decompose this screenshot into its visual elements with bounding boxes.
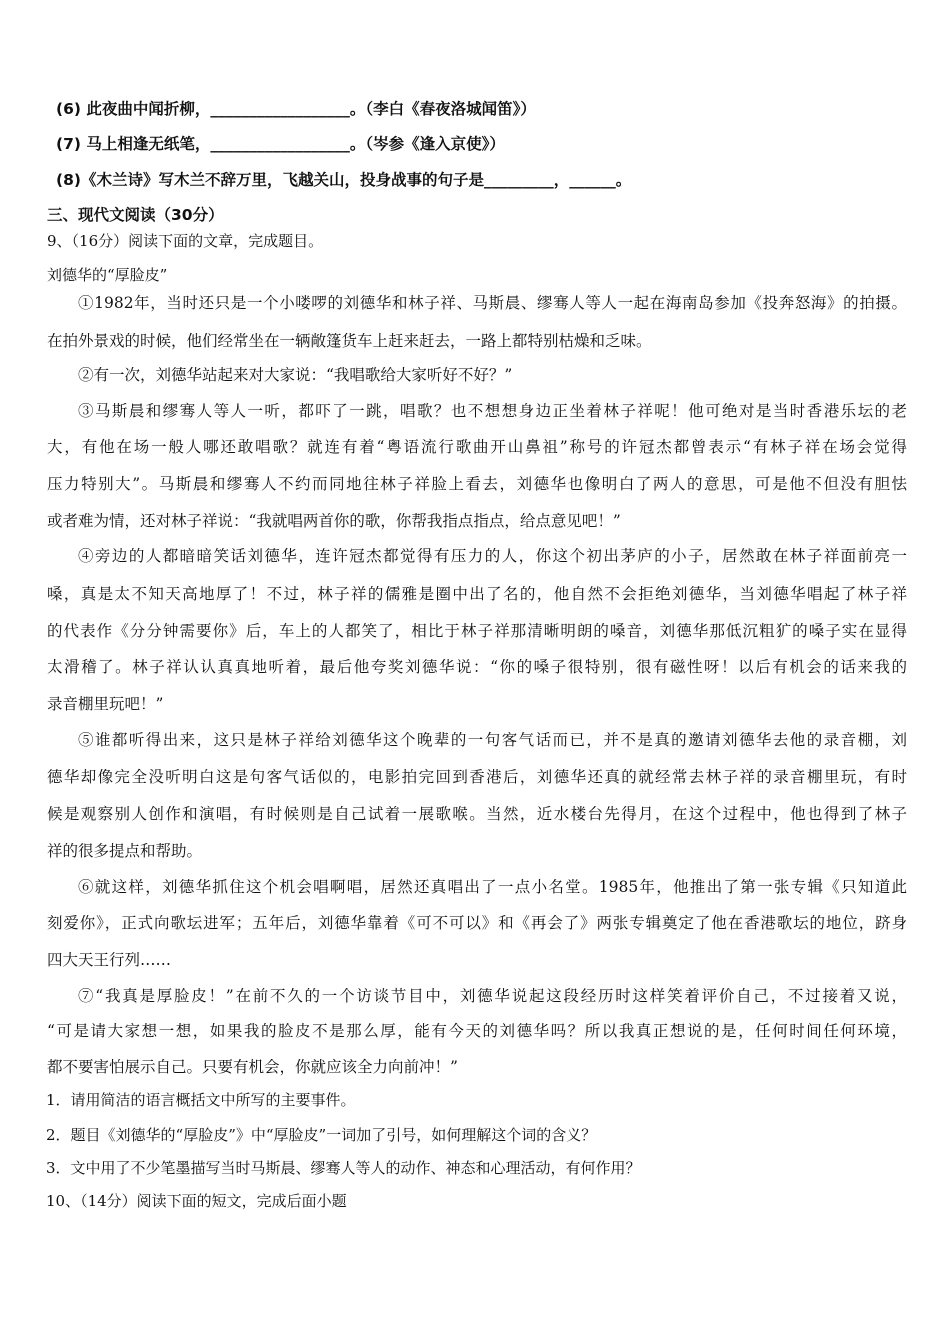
paragraph-line: “可是请大家想一想，如果我的脸皮不是那么厚，能有今天的刘德华吗？所以我真正想说的是，任何时间任何环境， [47, 1022, 907, 1040]
question-item: 3．文中用了不少笔墨描写当时马斯晨、缪骞人等人的动作、神态和心理活动，有何作用？ [46, 1159, 641, 1177]
item-number: (7) [56, 135, 81, 153]
paragraph-line: ④旁边的人都暗暗笑话刘德华，连许冠杰都觉得有压力的人，你这个初出茅庐的小子，居然敢在林子祥面前亮一 [78, 547, 907, 565]
paragraph-line: ⑤谁都听得出来，这只是林子祥给刘德华这个晚辈的一句客气话而已，并不是真的邀请刘德华去他的录音棚，刘 [78, 731, 907, 749]
item-number: (6) [56, 100, 81, 118]
verse-text: 《木兰诗》写木兰不辞万里，飞越关山，投身战事的句子是_________，______。 [80, 171, 632, 189]
paragraph-line: 嗓，真是太不知天高地厚了！不过，林子祥的儒雅是圈中出了名的，他自然不会拒绝刘德华，当刘德华唱起了林子祥 [47, 585, 907, 603]
item-number: (8) [56, 171, 81, 189]
answer-blank: __________________ [210, 135, 350, 153]
paragraph-line: 四大天王行列…… [47, 951, 172, 969]
paragraph-line: ②有一次，刘德华站起来对大家说：“我唱歌给大家听好不好？” [78, 366, 513, 384]
paragraph-line: 都不要害怕展示自己。只要有机会，你就应该全力向前冲！” [47, 1058, 458, 1076]
poetry-item-7 [56, 133, 916, 155]
section-title: 三、现代文阅读（30分） [47, 206, 224, 224]
paragraph-line: 太滑稽了。林子祥认认真真地听着，最后他夸奖刘德华说：“你的嗓子很特别，很有磁性呀！以后有机会的话来我的 [47, 658, 907, 676]
question-9-header: 9、（16分）阅读下面的文章，完成题目。 [47, 232, 324, 250]
article-title: 刘德华的“厚脸皮” [47, 266, 168, 284]
paragraph-line: 祥的很多提点和帮助。 [47, 842, 203, 860]
paragraph-line: 候是观察别人创作和演唱，有时候则是自己试着一展歌喉。当然，近水楼台先得月，在这个过程中，他也得到了林子 [47, 805, 907, 823]
paragraph-line: 刻爱你》，正式向歌坛进军；五年后，刘德华靠着《可不可以》和《再会了》两张专辑奠定了他在香港歌坛的地位，跻身 [47, 914, 907, 932]
answer-blank: __________________ [210, 100, 350, 118]
paragraph-line: ③马斯晨和缪骞人等人一听，都吓了一跳，唱歌？也不想想身边正坐着林子祥呢！他可绝对是当时香港乐坛的老 [78, 402, 907, 420]
paragraph-line: 录音棚里玩吧！” [47, 695, 164, 713]
paragraph-line: 在拍外景戏的时候，他们经常坐在一辆敞篷货车上赶来赶去，一路上都特别枯燥和乏味。 [47, 332, 652, 350]
paragraph-line: 大，有他在场一般人哪还敢唱歌？就连有着“粤语流行歌曲开山鼻祖”称号的许冠杰都曾表示“有林子祥在场会觉得 [47, 438, 907, 456]
paragraph-line: 的代表作《分分钟需要你》后，车上的人都笑了，相比于林子祥那清晰明朗的嗓音，刘德华那低沉粗犷的嗓子实在显得 [47, 622, 907, 640]
verse-source: 。（李白《春夜洛城闻笛》） [349, 100, 536, 118]
paragraph-line: 或者难为情，还对林子祥说：“我就唱两首你的歌，你帮我指点指点，给点意见吧！” [47, 512, 621, 530]
question-item: 2．题目《刘德华的“厚脸皮”》中“厚脸皮”一词加了引号，如何理解这个词的含义？ [46, 1126, 597, 1144]
poetry-item-6 [56, 98, 916, 120]
paragraph-line: ⑦“我真是厚脸皮！”在前不久的一个访谈节目中，刘德华说起这段经历时这样笑着评价自己，不过接着又说， [78, 987, 907, 1005]
question-10-header: 10、（14分）阅读下面的短文，完成后面小题 [46, 1192, 347, 1210]
verse-text: 马上相逢无纸笔， [86, 135, 211, 153]
verse-source: 。（岑参《逢入京使》） [349, 135, 505, 153]
paragraph-line: 德华却像完全没听明白这是句客气话似的，电影拍完回到香港后，刘德华还真的就经常去林子祥的录音棚里玩，有时 [47, 768, 907, 786]
paragraph-line: ⑥就这样，刘德华抓住这个机会唱啊唱，居然还真唱出了一点小名堂。1985年，他推出了第一张专辑《只知道此 [78, 878, 907, 896]
poetry-item-8 [56, 169, 916, 191]
question-item: 1．请用简洁的语言概括文中所写的主要事件。 [46, 1091, 356, 1109]
paragraph-line: ①1982年，当时还只是一个小喽啰的刘德华和林子祥、马斯晨、缪骞人等人一起在海南岛参加《投奔怒海》的拍摄。 [78, 294, 907, 312]
paragraph-line: 压力特别大”。马斯晨和缪骞人不约而同地往林子祥脸上看去，刘德华也像明白了两人的意思，可是他不但没有胆怯 [47, 475, 907, 493]
verse-text: 此夜曲中闻折柳， [86, 100, 211, 118]
